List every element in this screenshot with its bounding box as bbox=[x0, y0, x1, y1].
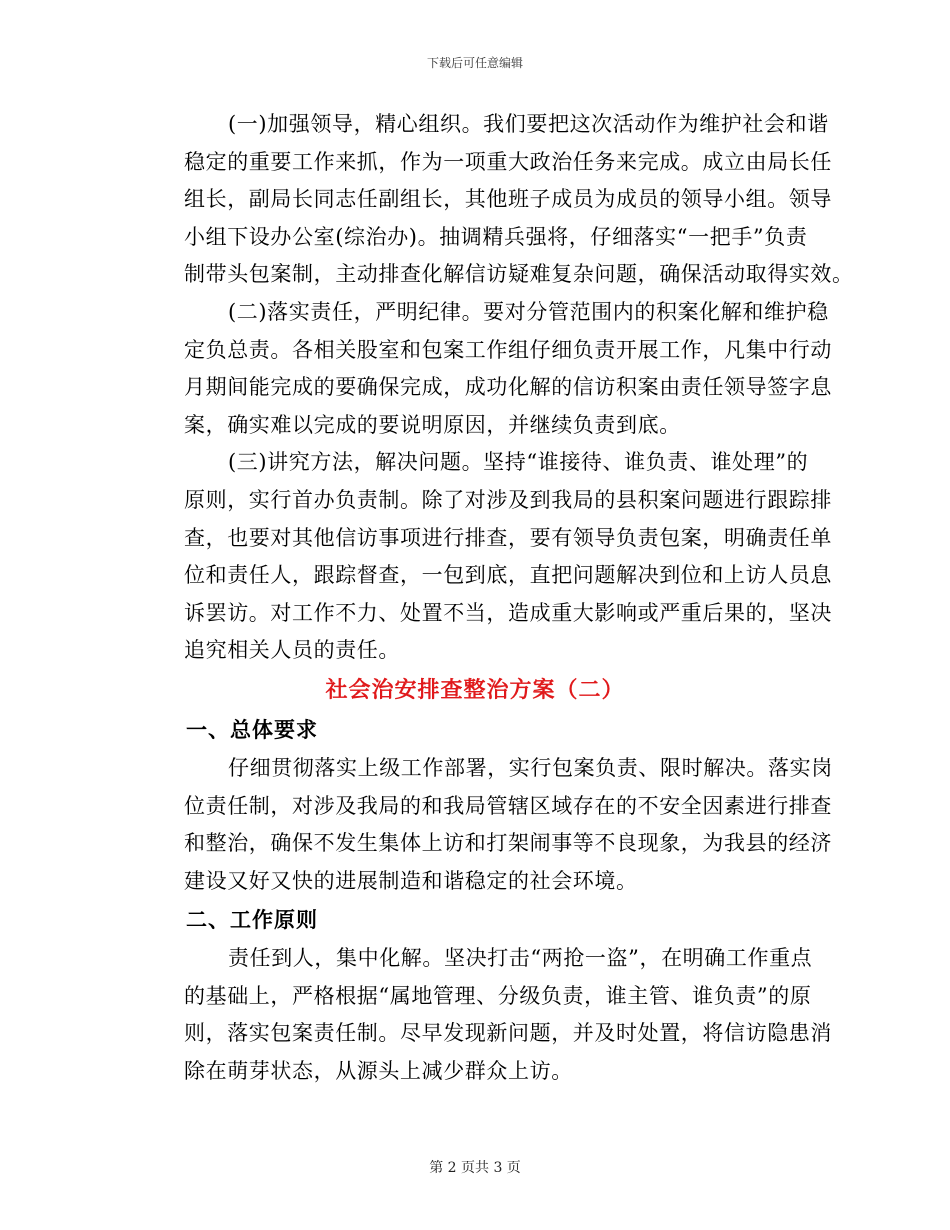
page-number-footer: 第 2 页共 3 页 bbox=[429, 1160, 521, 1176]
text-line: (三)讲究方法，解决问题。坚持“谁接待、谁负责、谁处理”的 bbox=[228, 450, 809, 475]
page-header: 下载后可任意编辑 bbox=[426, 56, 523, 70]
section-heading-overall-requirements: 一、总体要求 bbox=[186, 717, 318, 742]
paragraph-work-principles bbox=[142, 940, 832, 1090]
text-line: 则，落实包案责任制。尽早发现新问题，并及时处置，将信访隐患消 bbox=[184, 1021, 832, 1046]
text-line: 位和责任人，跟踪督查，一包到底，直把问题解决到位和上访人员息 bbox=[184, 563, 832, 588]
text-line: 除在萌芽状态，从源头上减少群众上访。 bbox=[184, 1059, 573, 1084]
text-line: 的基础上，严格根据“属地管理、分级负责，谁主管、谁负责”的原 bbox=[184, 983, 812, 1008]
paragraph-responsibility bbox=[142, 294, 832, 444]
text-line: 原则，实行首办负责制。除了对涉及到我局的县积案问题进行跟踪排 bbox=[184, 487, 832, 512]
text-line: 制带头包案制，主动排查化解信访疑难复杂问题，确保活动取得实效。 bbox=[184, 262, 854, 287]
document-body bbox=[142, 106, 854, 1091]
paragraph-leadership bbox=[142, 106, 854, 294]
text-line: 和整治，确保不发生集体上访和打架闹事等不良现象，为我县的经济 bbox=[184, 831, 832, 856]
text-line: 查，也要对其他信访事项进行排查，要有领导负责包案，明确责任单 bbox=[184, 525, 832, 550]
text-line: 小组下设办公室(综治办)。抽调精兵强将，仔细落实“一把手”负责 bbox=[184, 224, 808, 249]
text-line: (二)落实责任，严明纪律。要对分管范围内的积案化解和维护稳 bbox=[228, 299, 829, 324]
text-line: 稳定的重要工作来抓，作为一项重大政治任务来完成。成立由局长任 bbox=[184, 149, 832, 174]
text-line: 责任到人，集中化解。坚决打击“两抢一盗”，在明确工作重点 bbox=[228, 946, 813, 971]
section-heading-work-principles: 二、工作原则 bbox=[186, 908, 318, 933]
text-line: 月期间能完成的要确保完成，成功化解的信访积案由责任领导签字息 bbox=[184, 375, 832, 400]
text-line: 建设又好又快的进展制造和谐稳定的社会环境。 bbox=[184, 868, 638, 893]
text-line: 位责任制，对涉及我局的和我局管辖区域存在的不安全因素进行排查 bbox=[184, 793, 832, 818]
paragraph-methods bbox=[142, 444, 832, 670]
text-line: 案，确实难以完成的要说明原因，并继续负责到底。 bbox=[184, 412, 681, 437]
paragraph-overall-requirements bbox=[142, 750, 833, 900]
text-line: 定负总责。各相关股室和包案工作组仔细负责开展工作，凡集中行动 bbox=[184, 337, 832, 362]
document-title: 社会治安排查整治方案（二） bbox=[325, 677, 625, 703]
text-line: 组长，副局长同志任副组长，其他班子成员为成员的领导小组。领导 bbox=[184, 187, 832, 212]
text-line: (一)加强领导，精心组织。我们要把这次活动作为维护社会和谐 bbox=[228, 112, 829, 136]
text-line: 追究相关人员的责任。 bbox=[184, 638, 400, 663]
text-line: 诉罢访。对工作不力、处置不当，造成重大影响或严重后果的，坚决 bbox=[184, 600, 832, 625]
text-line: 仔细贯彻落实上级工作部署，实行包案负责、限时解决。落实岗 bbox=[228, 755, 833, 780]
